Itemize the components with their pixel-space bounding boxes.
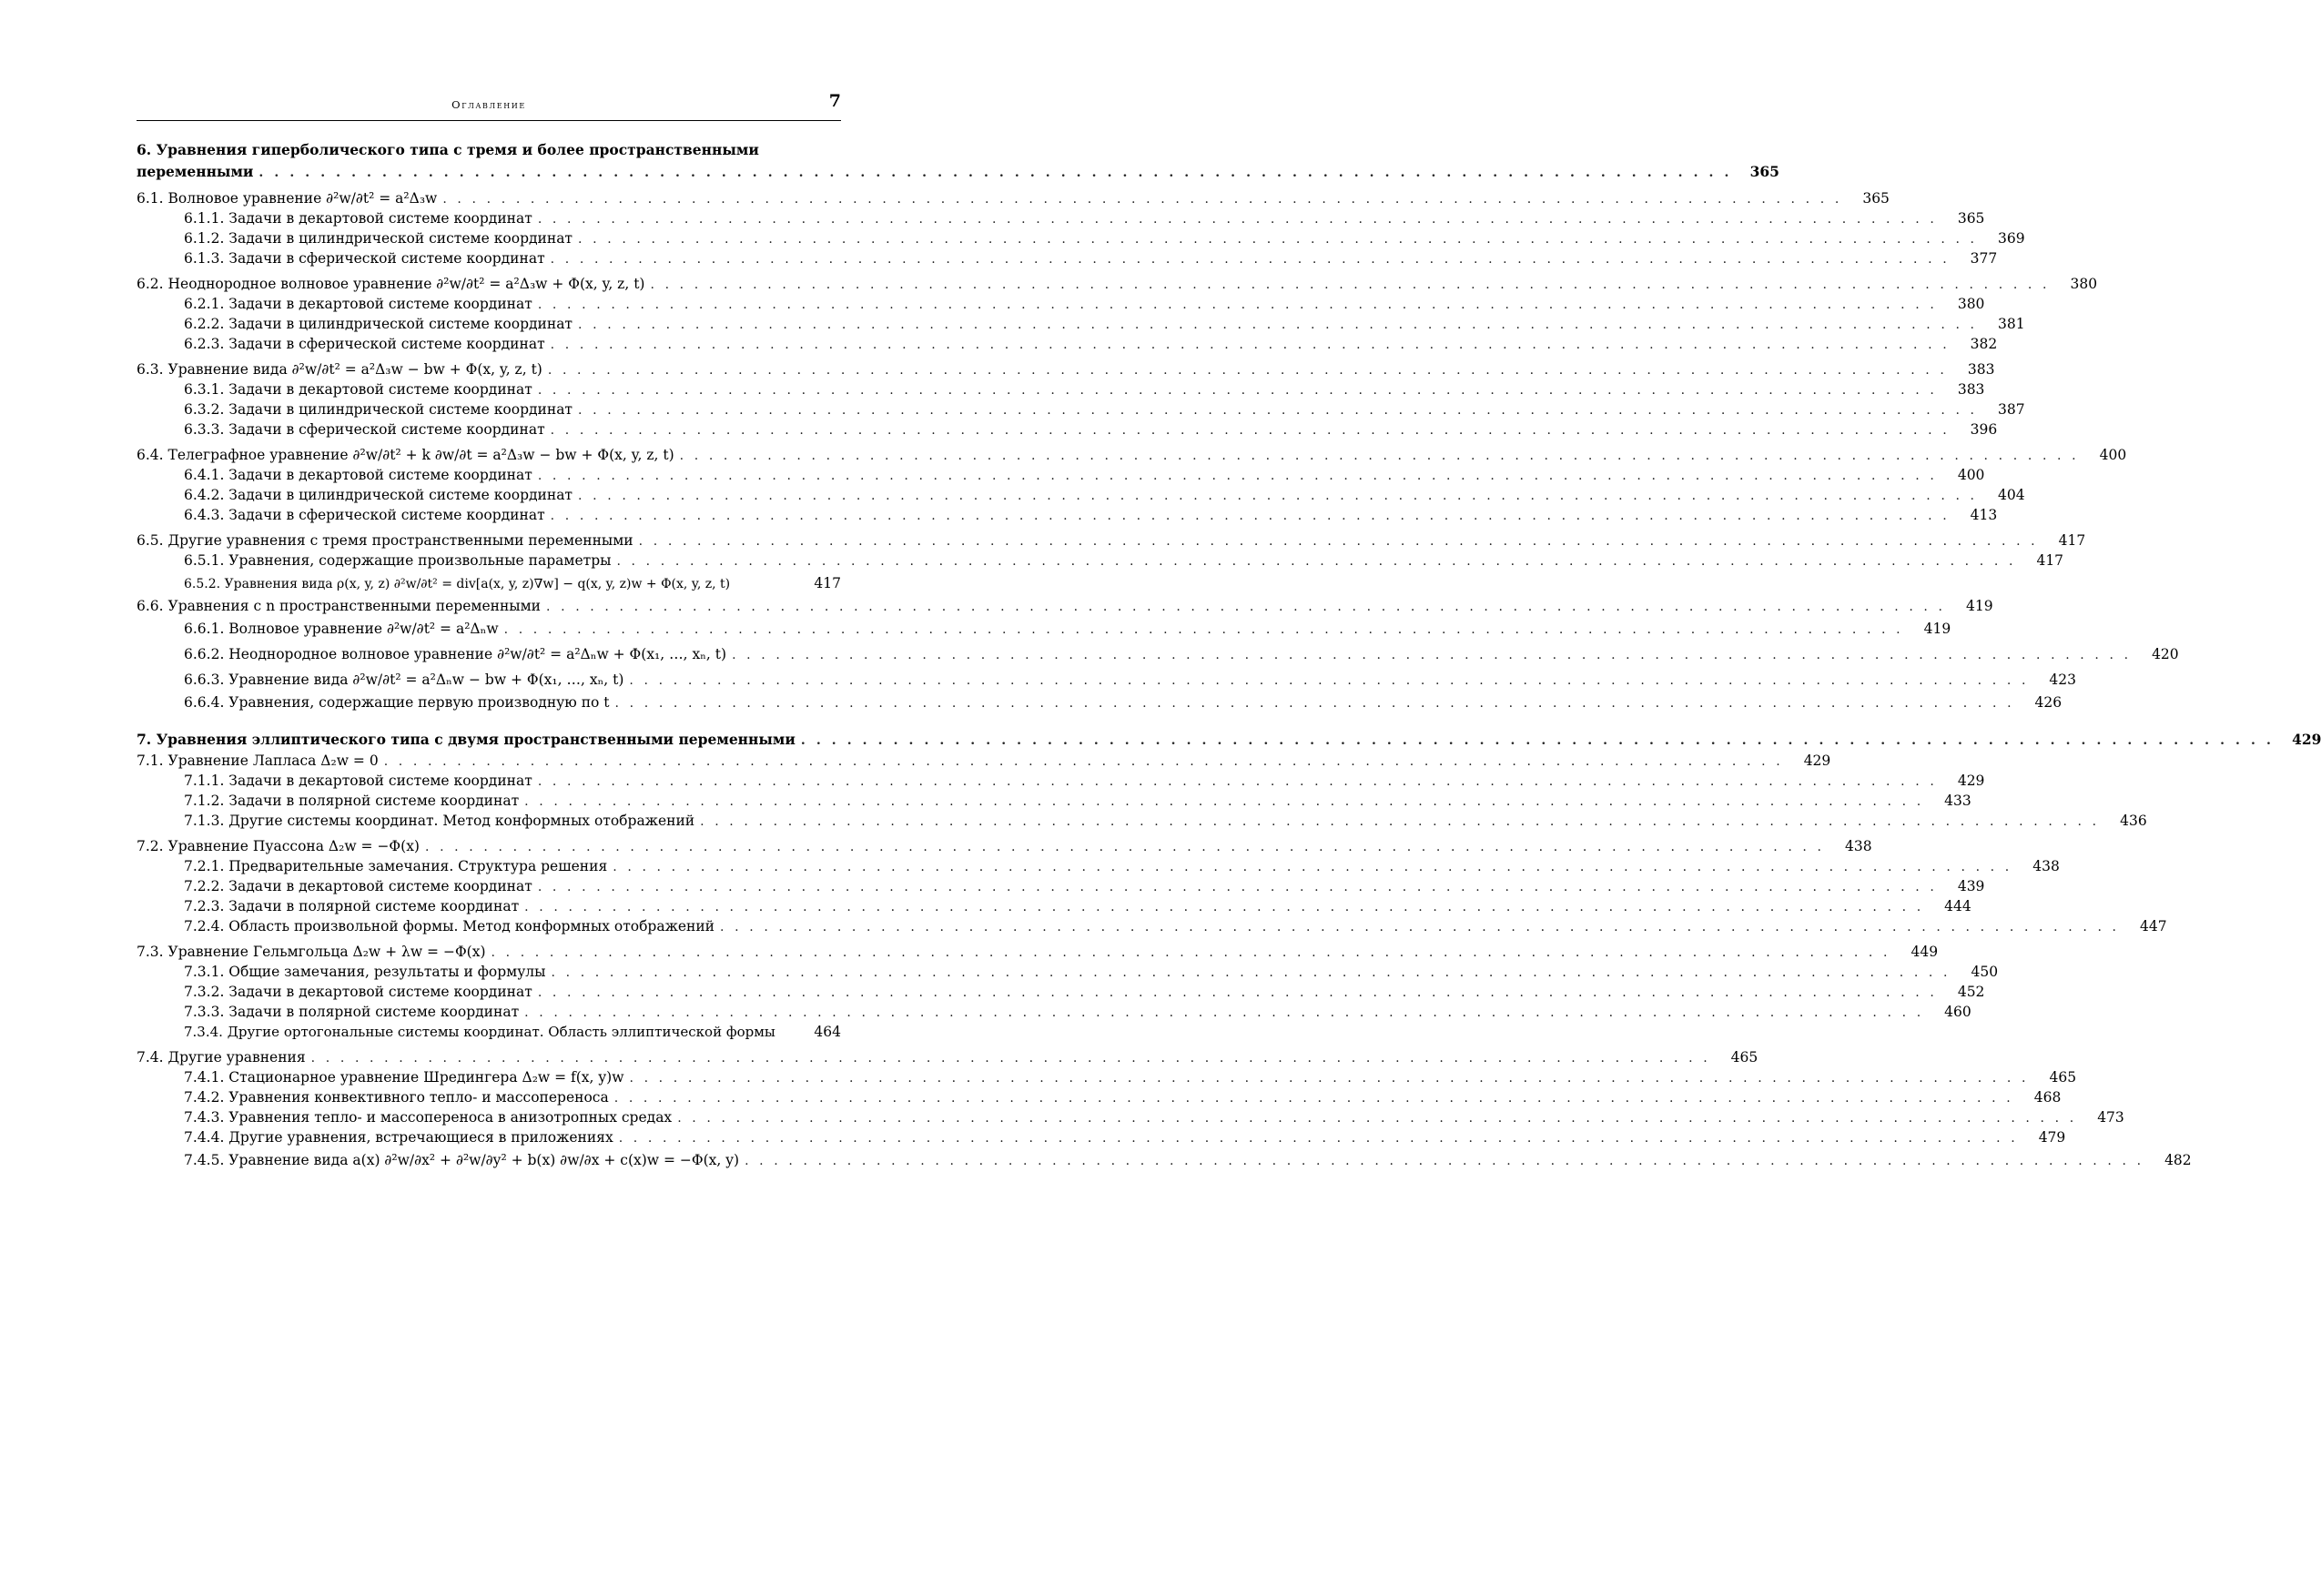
toc-entry-text: 6.1.1. Задачи в декартовой системе координат — [184, 210, 532, 227]
toc-entry-7-3[interactable] — [137, 942, 1939, 962]
toc-entry-page: 452 — [1957, 984, 1985, 1000]
toc-entry-6-6-3[interactable] — [137, 667, 2077, 692]
toc-entry-page: 444 — [1944, 898, 1971, 914]
page-number: 7 — [828, 91, 841, 111]
toc-entry-text: 6.5.2. Уравнения вида ρ(x, y, z) ∂²w/∂t² = div[a(x, y, z)∇w] − q(x, y, z)w + Φ(x, y, z, t) — [184, 577, 731, 591]
leader-dots — [384, 752, 1784, 772]
toc-entry-page: 423 — [2049, 672, 2077, 688]
toc-entry-text: 7.4.1. Стационарное уравнение Шредингера Δ₂w = f(x, y)w — [184, 1069, 624, 1086]
toc-entry-6-1-1[interactable] — [137, 208, 1985, 228]
toc-entry-text: 7.2.2. Задачи в декартовой системе координат — [184, 878, 532, 894]
leader-dots — [732, 642, 2132, 668]
toc-entry-text: 6.4.1. Задачи в декартовой системе координат — [184, 467, 532, 483]
toc-entry-text: 7.4.4. Другие уравнения, встречающиеся в приложениях — [184, 1129, 613, 1146]
toc-entry-page: 377 — [1970, 250, 1998, 267]
leader-dots — [538, 380, 1938, 400]
leader-dots — [524, 792, 1924, 812]
toc-entry-page: 465 — [2049, 1069, 2077, 1086]
toc-entry-7-1-2[interactable] — [137, 791, 1971, 811]
toc-entry-page: 400 — [1957, 467, 1985, 483]
toc-entry-page: 436 — [2120, 813, 2147, 829]
toc-entry-text: 7.3.2. Задачи в декартовой системе координат — [184, 984, 532, 1000]
toc-entry-page: 365 — [1862, 190, 1890, 207]
toc-entry-7-3-4[interactable] — [137, 1022, 841, 1042]
toc-entry-6-4-2[interactable] — [137, 485, 2025, 505]
toc-entry-page: 429 — [1957, 773, 1985, 789]
leader-dots — [578, 486, 1978, 506]
toc-entry-6-6-1[interactable] — [137, 616, 1951, 641]
toc-entry-6-3-2[interactable] — [137, 399, 2025, 419]
toc-entry-page: 473 — [2097, 1109, 2124, 1126]
leader-dots — [578, 229, 1978, 249]
toc-entry-page: 479 — [2038, 1129, 2066, 1146]
toc-entry-6-3-3[interactable] — [137, 419, 1998, 439]
toc-entry-6-2-2[interactable] — [137, 314, 2025, 334]
toc-entry-page: 369 — [1998, 230, 2025, 247]
toc-entry-7-4-4[interactable] — [137, 1127, 2066, 1147]
leader-dots — [650, 275, 2050, 295]
leader-dots — [551, 506, 1951, 526]
toc-entry-7-4-2[interactable] — [137, 1087, 2062, 1107]
leader-dots — [442, 189, 1842, 209]
toc-entry-7-2-2[interactable] — [137, 876, 1985, 896]
chapter-6-title-cont: переменными — [137, 163, 254, 180]
toc-entry-page: 465 — [1730, 1049, 1758, 1066]
toc-entry-7-2-3[interactable] — [137, 896, 1971, 916]
toc-entry-text: 7.1. Уравнение Лапласа Δ₂w = 0 — [137, 753, 379, 769]
toc-entry-text: 6.6.2. Неоднородное волновое уравнение ∂²w/∂t² = a²Δₙw + Φ(x₁, …, xₙ, t) — [184, 646, 727, 662]
toc-entry-6-4-1[interactable] — [137, 465, 1985, 485]
toc-entry-6-3[interactable] — [137, 359, 1995, 379]
toc-entry-text: 6.6.4. Уравнения, содержащие первую производную по t — [184, 694, 610, 711]
toc-entry-6-6-4[interactable] — [137, 692, 2063, 712]
toc-entry-page: 417 — [2058, 532, 2086, 549]
toc-entry-7-2-1[interactable] — [137, 856, 2060, 876]
toc-entry-6-4-3[interactable] — [137, 505, 1998, 525]
leader-dots — [548, 360, 1948, 380]
leader-dots — [538, 466, 1938, 486]
leader-dots — [311, 1048, 1711, 1068]
leader-dots — [614, 1088, 2014, 1108]
toc-entry-page: 380 — [2070, 276, 2098, 292]
leader-dots — [524, 1003, 1924, 1023]
leader-dots — [492, 943, 1891, 963]
toc-entry-page: 449 — [1911, 944, 1939, 960]
toc-entry-page: 396 — [1970, 421, 1998, 438]
leader-dots — [578, 315, 1978, 335]
toc-entry-text: 7.3.1. Общие замечания, результаты и формулы — [184, 964, 546, 980]
toc-entry-7-2-4[interactable] — [137, 916, 2167, 936]
leader-dots — [700, 812, 2100, 832]
leader-dots — [538, 983, 1938, 1003]
toc-entry-page: 380 — [1957, 296, 1985, 312]
leader-dots — [801, 730, 2275, 752]
toc-entry-6-1-2[interactable] — [137, 228, 2025, 248]
toc-entry-page: 400 — [2099, 447, 2127, 463]
toc-entry-page: 383 — [1957, 381, 1985, 398]
toc-entry-6-3-1[interactable] — [137, 379, 1985, 399]
toc-entry-text: 6.6.3. Уравнение вида ∂²w/∂t² = a²Δₙw − bw + Φ(x₁, …, xₙ, t) — [184, 672, 624, 688]
toc-entry-page: 447 — [2140, 918, 2167, 934]
toc-entry-7-4-3[interactable] — [137, 1107, 2124, 1127]
toc-entry-6-6[interactable] — [137, 596, 1993, 616]
toc-entry-7-3-3[interactable] — [137, 1002, 1971, 1022]
toc-entry-text: 7.1.3. Другие системы координат. Метод конформных отображений — [184, 813, 695, 829]
leader-dots — [538, 877, 1938, 897]
leader-dots — [552, 963, 1951, 983]
leader-dots — [639, 531, 2039, 551]
toc-entry-text: 7.2.1. Предварительные замечания. Структура решения — [184, 858, 608, 874]
toc-entry-text: 7.1.1. Задачи в декартовой системе координат — [184, 773, 532, 789]
chapter-6-page: 365 — [1749, 163, 1779, 180]
toc-entry-text: 6.2. Неоднородное волновое уравнение ∂²w/∂t² = a²Δ₃w + Φ(x, y, z, t) — [137, 276, 645, 292]
table-of-contents — [137, 139, 2321, 1173]
toc-entry-7-2[interactable] — [137, 836, 1872, 856]
toc-entry-page: 426 — [2034, 694, 2063, 711]
toc-entry-7-4[interactable] — [137, 1047, 1758, 1067]
toc-entry-page: 382 — [1970, 336, 1998, 352]
chapter-6-title-line1: 6. Уравнения гиперболического типа с тремя и более пространственными — [137, 141, 759, 158]
toc-entry-text: 7.3.3. Задачи в полярной системе координат — [184, 1004, 520, 1020]
toc-entry-text: 7.4.5. Уравнение вида a(x) ∂²w/∂x² + ∂²w/∂y² + b(x) ∂w/∂x + c(x)w = −Φ(x, y) — [184, 1152, 740, 1168]
toc-entry-text: 6.5. Другие уравнения с тремя пространственными переменными — [137, 532, 633, 549]
toc-entry-text: 6.4.2. Задачи в цилиндрической системе координат — [184, 487, 573, 503]
running-title: Оглавление — [451, 98, 526, 111]
leader-dots — [613, 857, 2012, 877]
leader-dots — [551, 420, 1951, 440]
leader-dots — [629, 1068, 2029, 1088]
toc-entry-text: 6.3. Уравнение вида ∂²w/∂t² = a²Δ₃w − bw + Φ(x, y, z, t) — [137, 361, 542, 378]
toc-entry-page: 419 — [1966, 598, 1993, 614]
toc-entry-page: 419 — [1923, 621, 1951, 637]
toc-entry-7-3-1[interactable] — [137, 962, 1999, 982]
toc-entry-text: 6.1.2. Задачи в цилиндрической системе координат — [184, 230, 573, 247]
leader-dots — [629, 668, 2029, 693]
toc-entry-page: 365 — [1957, 210, 1985, 227]
toc-entry-text: 6.6. Уравнения с n пространственными переменными — [137, 598, 541, 614]
chapter-7-title-text: 7. Уравнения эллиптического типа с двумя пространственными переменными — [137, 731, 796, 748]
toc-entry-text: 6.2.1. Задачи в декартовой системе координат — [184, 296, 532, 312]
toc-entry-page: 387 — [1998, 401, 2025, 418]
toc-entry-6-2-1[interactable] — [137, 294, 1985, 314]
toc-entry-6-4[interactable] — [137, 445, 2127, 465]
leader-dots — [745, 1148, 2144, 1174]
toc-entry-page: 381 — [1998, 316, 2025, 332]
leader-dots — [524, 897, 1924, 917]
toc-entry-6-1-3[interactable] — [137, 248, 1998, 268]
leader-dots — [677, 1108, 2077, 1128]
toc-entry-text: 6.4. Телеграфное уравнение ∂²w/∂t² + k ∂w/∂t = a²Δ₃w − bw + Φ(x, y, z, t) — [137, 447, 674, 463]
leader-dots — [546, 597, 1946, 617]
toc-entry-page: 404 — [1998, 487, 2025, 503]
chapter-7-page: 429 — [2292, 731, 2321, 748]
toc-entry-page: 383 — [1967, 361, 1995, 378]
toc-entry-page: 438 — [1844, 838, 1872, 854]
toc-entry-7-1-1[interactable] — [137, 771, 1985, 791]
toc-entry-text: 6.6.1. Волновое уравнение ∂²w/∂t² = a²Δₙw — [184, 621, 499, 637]
running-head — [137, 91, 841, 121]
toc-entry-page: 468 — [2033, 1089, 2062, 1106]
toc-entry-text: 7.2.4. Область произвольной формы. Метод конформных отображений — [184, 918, 715, 934]
leader-dots — [615, 693, 2015, 713]
toc-entry-text: 6.1. Волновое уравнение ∂²w/∂t² = a²Δ₃w — [137, 190, 438, 207]
toc-entry-page: 464 — [814, 1024, 841, 1040]
toc-entry-text: 6.1.3. Задачи в сферической системе координат — [184, 250, 545, 267]
leader-dots — [551, 335, 1951, 355]
toc-entry-page: 417 — [814, 575, 841, 591]
toc-entry-text: 6.3.3. Задачи в сферической системе координат — [184, 421, 545, 438]
toc-entry-text: 7.3. Уравнение Гельмгольца Δ₂w + λw = −Φ(x) — [137, 944, 486, 960]
toc-entry-7-1-3[interactable] — [137, 811, 2147, 831]
leader-dots — [258, 162, 1732, 184]
toc-entry-page: 429 — [1803, 753, 1831, 769]
toc-entry-page: 417 — [2036, 552, 2064, 569]
leader-dots — [538, 295, 1938, 315]
book-page — [137, 91, 2321, 1173]
leader-dots — [720, 917, 2120, 937]
toc-entry-page: 482 — [2164, 1152, 2192, 1168]
toc-entry-7-4-5[interactable] — [137, 1147, 2192, 1173]
leader-dots — [578, 400, 1978, 420]
toc-entry-6-5[interactable] — [137, 530, 2086, 551]
toc-entry-text: 7.4.3. Уравнения тепло- и массопереноса в анизотропных средах — [184, 1109, 673, 1126]
toc-entry-6-5-2[interactable] — [137, 571, 841, 596]
toc-entry-text: 7.1.2. Задачи в полярной системе координат — [184, 793, 520, 809]
leader-dots — [538, 209, 1938, 229]
toc-entry-text: 7.3.4. Другие ортогональные системы координат. Область эллиптической формы — [184, 1024, 775, 1040]
chapter-7-title[interactable] — [137, 729, 2321, 751]
toc-entry-page: 420 — [2152, 646, 2179, 662]
toc-entry-text: 7.2. Уравнение Пуассона Δ₂w = −Φ(x) — [137, 838, 420, 854]
chapter-6-title-line2 — [137, 161, 1779, 183]
toc-entry-6-6-2[interactable] — [137, 641, 2179, 667]
toc-entry-text: 7.4. Другие уравнения — [137, 1049, 306, 1066]
toc-entry-text: 6.3.1. Задачи в декартовой системе координат — [184, 381, 532, 398]
toc-entry-text: 6.5.1. Уравнения, содержащие произвольные параметры — [184, 552, 612, 569]
leader-dots — [680, 446, 2080, 466]
toc-entry-page: 438 — [2032, 858, 2060, 874]
toc-entry-7-4-1[interactable] — [137, 1067, 2077, 1087]
toc-entry-7-1[interactable] — [137, 751, 1831, 771]
leader-dots — [425, 837, 1825, 857]
toc-entry-6-1[interactable] — [137, 188, 1890, 208]
leader-dots — [616, 551, 2016, 571]
toc-entry-6-2[interactable] — [137, 274, 2098, 294]
leader-dots — [538, 772, 1938, 792]
toc-entry-text: 7.2.3. Задачи в полярной системе координат — [184, 898, 520, 914]
toc-entry-7-3-2[interactable] — [137, 982, 1985, 1002]
toc-entry-text: 6.3.2. Задачи в цилиндрической системе координат — [184, 401, 573, 418]
toc-entry-text: 6.2.2. Задачи в цилиндрической системе координат — [184, 316, 573, 332]
toc-entry-6-5-1[interactable] — [137, 551, 2064, 571]
toc-entry-6-2-3[interactable] — [137, 334, 1998, 354]
leader-dots — [504, 617, 1904, 642]
toc-entry-text: 6.2.3. Задачи в сферической системе координат — [184, 336, 545, 352]
toc-entry-page: 413 — [1970, 507, 1998, 523]
toc-entry-page: 450 — [1971, 964, 1999, 980]
leader-dots — [551, 249, 1951, 269]
toc-entry-text: 7.4.2. Уравнения конвективного тепло- и массопереноса — [184, 1089, 609, 1106]
leader-dots — [619, 1128, 2019, 1148]
toc-entry-page: 460 — [1944, 1004, 1971, 1020]
toc-entry-page: 433 — [1944, 793, 1971, 809]
toc-entry-text: 6.4.3. Задачи в сферической системе координат — [184, 507, 545, 523]
toc-entry-page: 439 — [1957, 878, 1985, 894]
